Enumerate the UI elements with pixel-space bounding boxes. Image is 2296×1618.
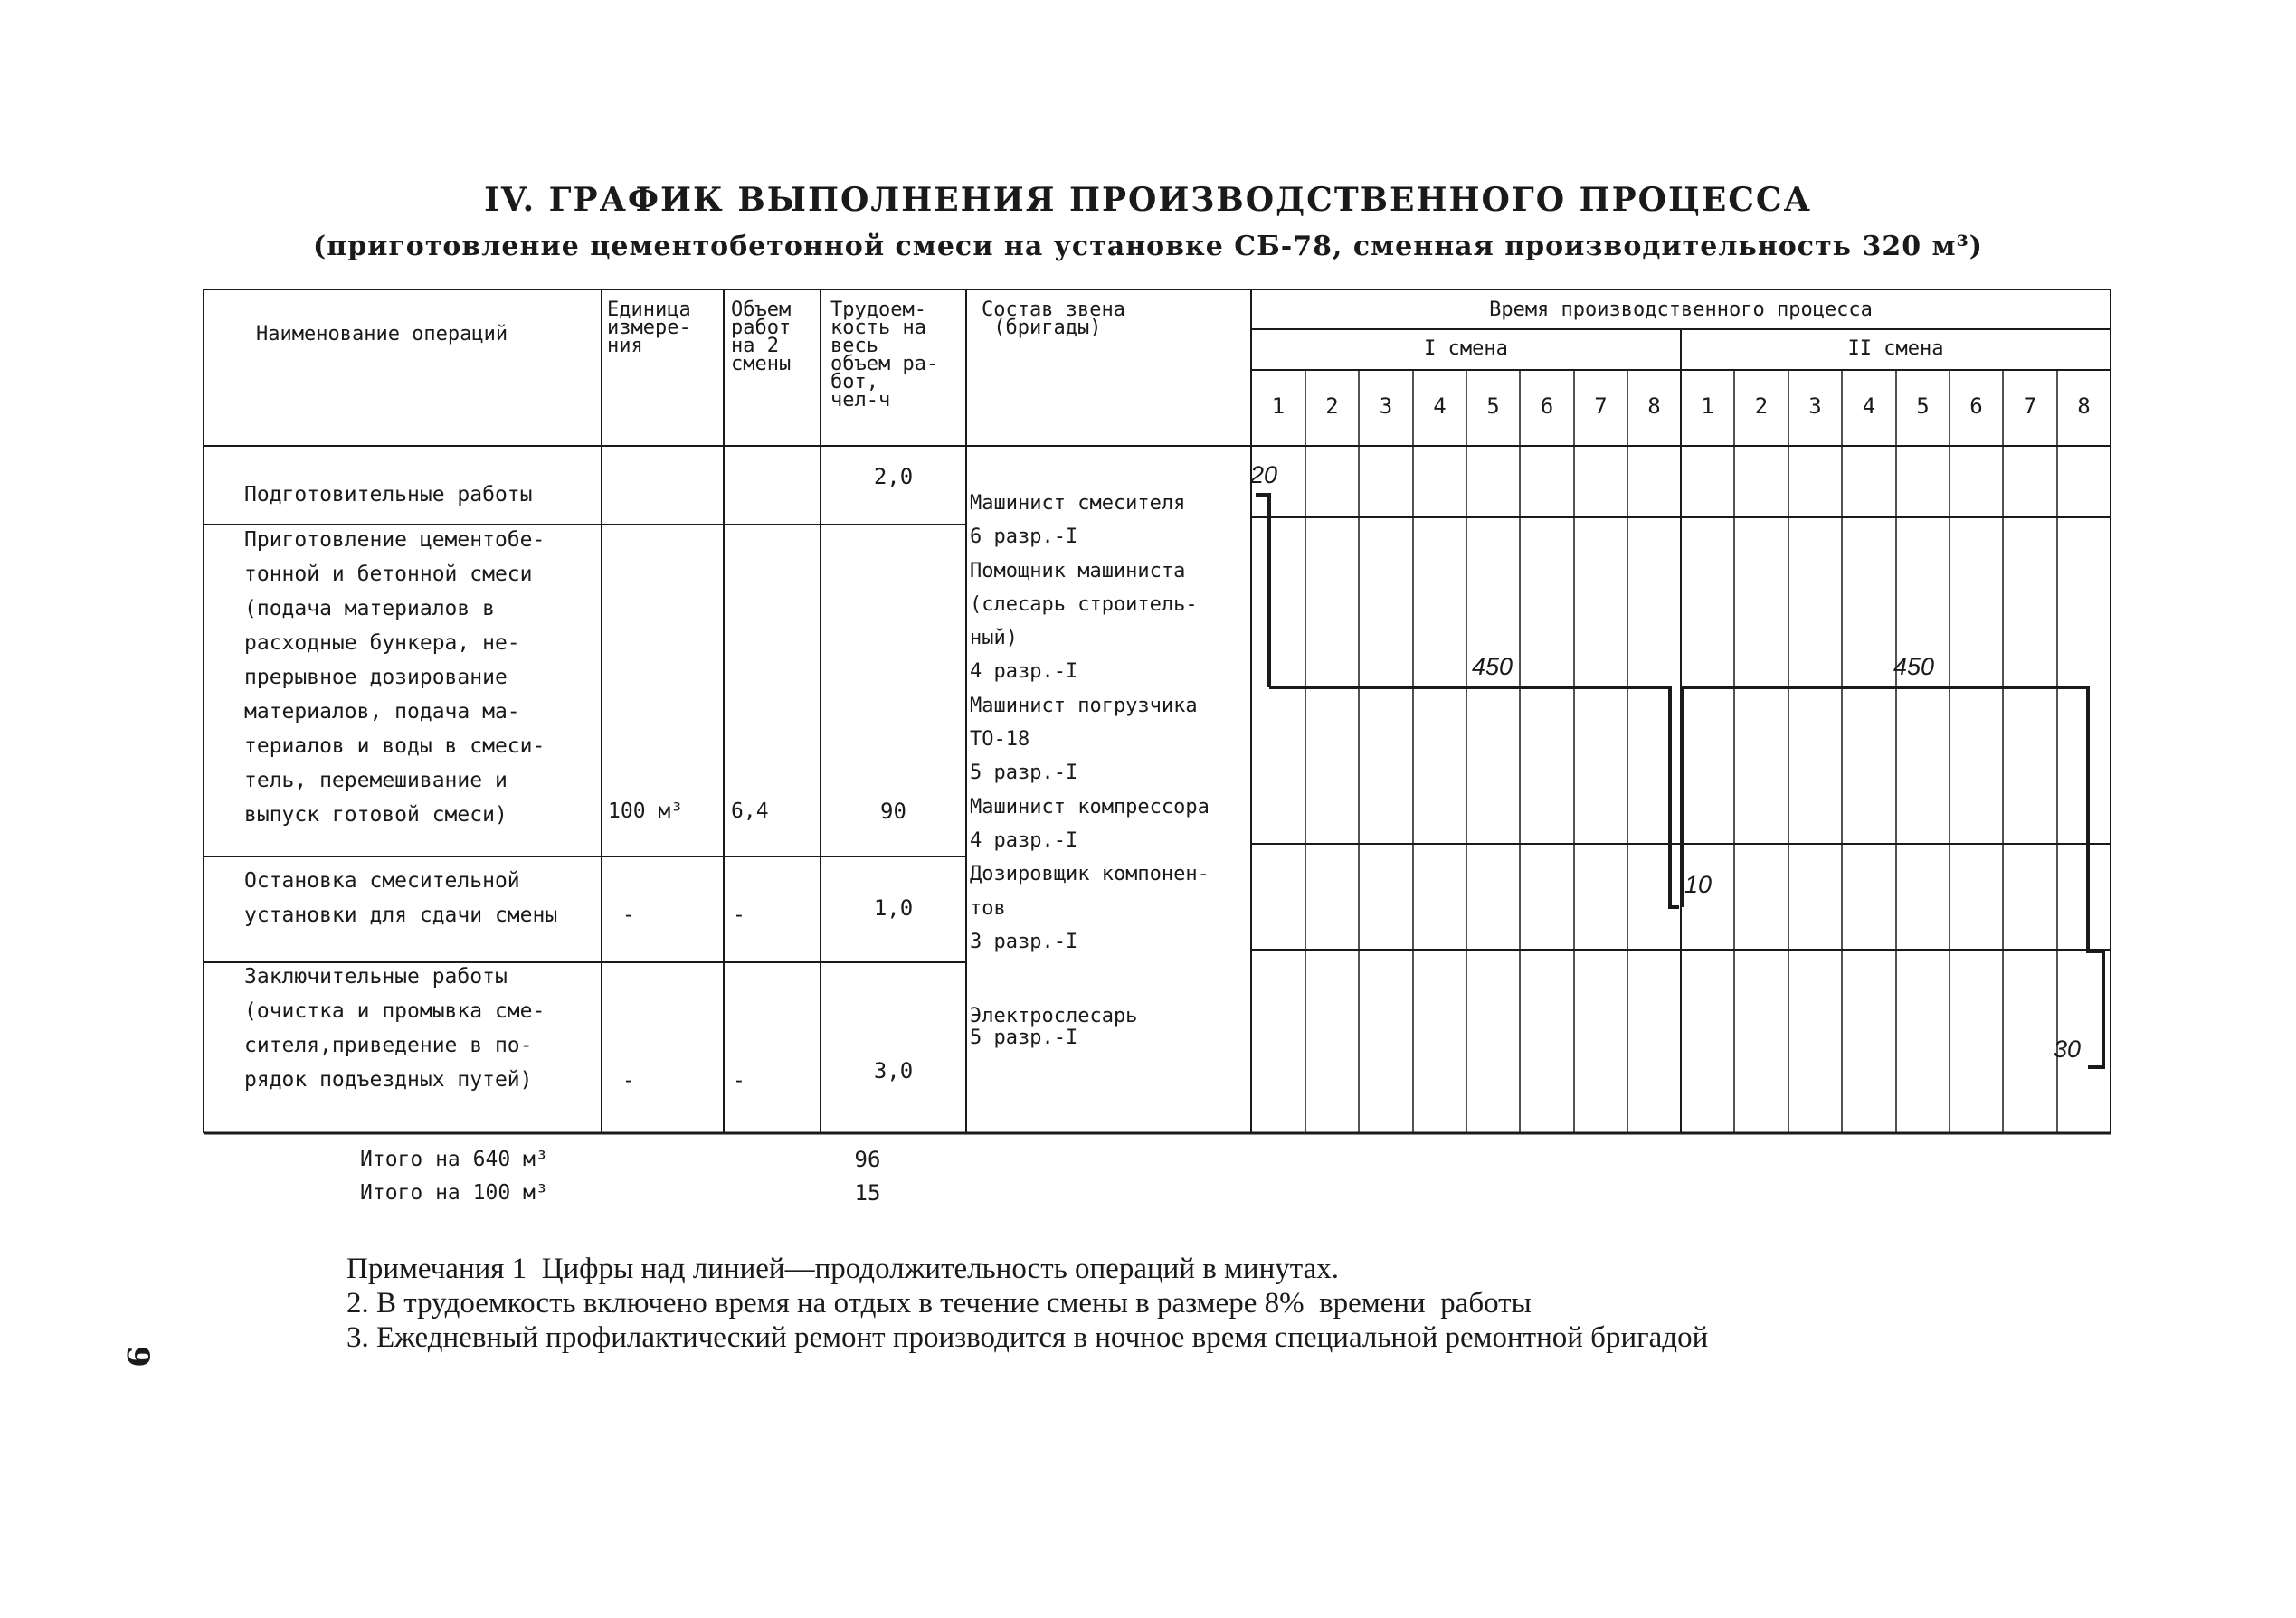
total-640-label: Итого на 640 м³: [360, 1148, 548, 1171]
hour-2-8: 8: [2077, 393, 2091, 419]
hour-2-2: 2: [1754, 393, 1769, 419]
row-main-operation: Приготовление цементобе- тонной и бетонной смеси (подача материалов в расходные бункера, не- прерывное дозирование материалов, подача ма- териалов и воды в смеси- тель, перемешивание и выпуск готовой смеси): [244, 528, 546, 827]
row-final-unit: -: [622, 1069, 635, 1093]
hour-2-6: 6: [1969, 393, 1983, 419]
gantt-main2-label: 450: [1893, 653, 1935, 680]
page-title: IV. ГРАФИК ВЫПОЛНЕНИЯ ПРОИЗВОДСТВЕННОГО ПРОЦЕССА: [484, 181, 1812, 219]
gantt-prep-line: [1256, 495, 1269, 687]
hour-2-3: 3: [1808, 393, 1822, 419]
hour-1-6: 6: [1540, 393, 1554, 419]
row-prep-operation: Подготовительные работы: [244, 483, 533, 506]
row-prep-labor: 2,0: [873, 464, 914, 489]
page-number: 9: [119, 1346, 156, 1367]
header-unit: Единица измере- ния: [607, 298, 691, 357]
note-1: Примечания 1 Цифры над линией—продолжительность операций в минутах.: [346, 1253, 1339, 1285]
note-3: 3. Ежедневный профилактический ремонт производится в ночное время специальной ремонтной бригадой: [346, 1321, 1709, 1354]
gantt-main2-line: [1683, 687, 2103, 1067]
hour-1-3: 3: [1379, 393, 1393, 419]
hour-2-5: 5: [1916, 393, 1930, 419]
header-labor: Трудоем- кость на весь объем ра- бот, чел-ч: [830, 298, 939, 412]
gantt-prep-label: 20: [1250, 461, 1278, 488]
row-stop-unit: -: [622, 904, 635, 927]
total-100-label: Итого на 100 м³: [360, 1181, 548, 1205]
gantt-stop-label: 10: [1684, 871, 1713, 898]
hour-1-5: 5: [1486, 393, 1500, 419]
row-main-unit: 100 м³: [608, 800, 684, 823]
gantt-lines: [1256, 495, 2103, 1067]
hour-1-7: 7: [1594, 393, 1608, 419]
row-main-labor: 90: [880, 799, 906, 824]
header-crew: Состав звена (бригады): [982, 298, 1125, 339]
header-time: Время производственного процесса: [1489, 298, 1873, 321]
gantt-main1-line: [1269, 687, 1679, 907]
hour-2-4: 4: [1862, 393, 1876, 419]
page-subtitle: (приготовление цементобетонной смеси на установке СБ-78, сменная производительность 320 м³): [313, 231, 1983, 262]
row-main-volume: 6,4: [731, 800, 769, 823]
total-640-value: 96: [854, 1147, 881, 1172]
header-shift1: I смена: [1424, 337, 1508, 360]
hour-1-4: 4: [1433, 393, 1447, 419]
header-volume: Объем работ на 2 смены: [731, 298, 792, 375]
row-final-volume: -: [733, 1069, 745, 1093]
header-operation: Наименование операций: [256, 323, 508, 345]
row-final-operation: Заключительные работы (очистка и промывка сме- сителя,приведение в по- рядок подъездных путей): [244, 965, 546, 1092]
hour-1-8: 8: [1647, 393, 1661, 419]
hour-1-1: 1: [1271, 393, 1286, 419]
hour-2-1: 1: [1701, 393, 1714, 419]
row-stop-volume: -: [733, 904, 745, 927]
crew-main: Машинист смесителя 6 разр.-I Помощник машиниста (слесарь строитель- ный) 4 разр.-I Машинист погрузчика ТО-18 5 разр.-I Машинист компрессора 4 разр.-I Дозировщик компонен- тов 3 разр.-I: [970, 492, 1210, 953]
gantt-main1-label: 450: [1472, 653, 1513, 680]
header-shift2: II смена: [1847, 337, 1944, 360]
total-100-value: 15: [854, 1180, 881, 1206]
row-final-labor: 3,0: [873, 1058, 914, 1083]
crew-electrician: Электрослесарь 5 разр.-I: [970, 1005, 1138, 1049]
note-2: 2. В трудоемкость включено время на отдых в течение смены в размере 8% времени работы: [346, 1287, 1532, 1320]
hour-1-2: 2: [1325, 393, 1339, 419]
row-stop-operation: Остановка смесительной установки для сдачи смены: [244, 869, 558, 927]
hour-2-7: 7: [2023, 393, 2037, 419]
row-stop-labor: 1,0: [873, 895, 914, 921]
gantt-final-label: 30: [2054, 1036, 2082, 1063]
